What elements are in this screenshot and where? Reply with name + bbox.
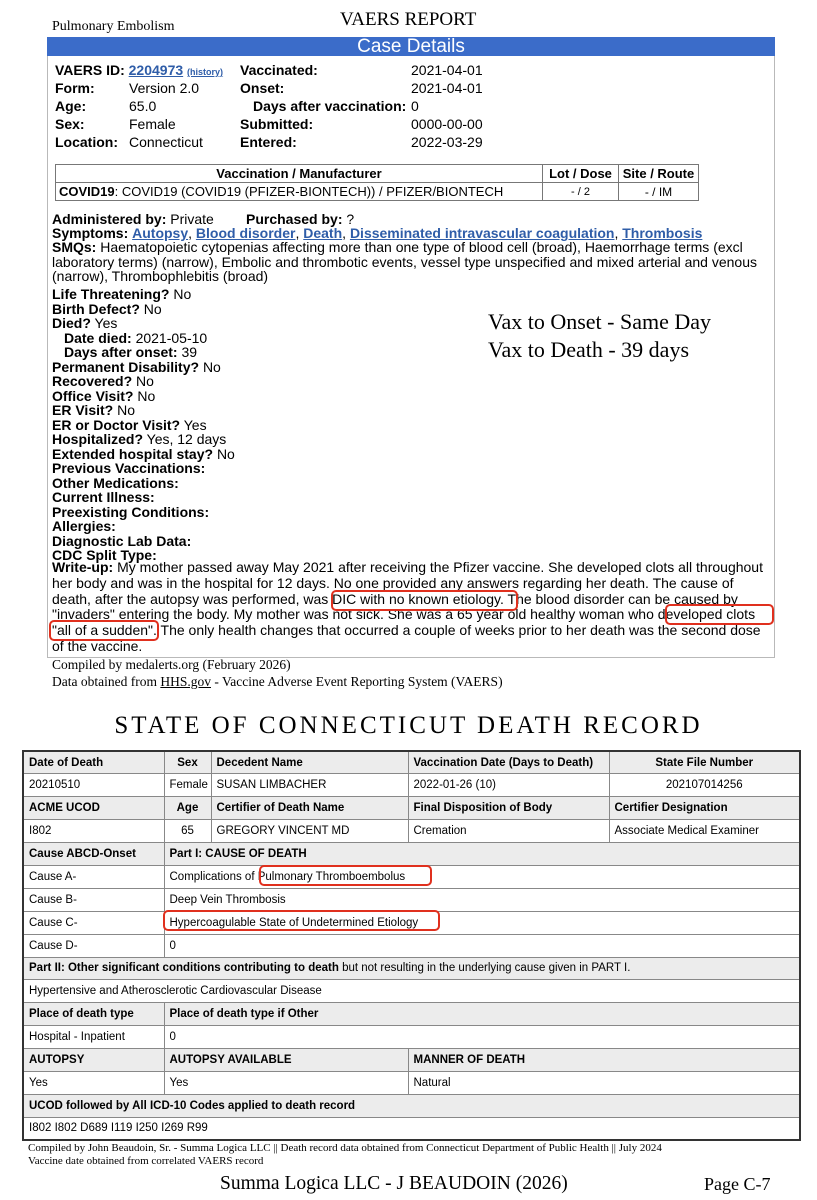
- vax-to-onset-note: Vax to Onset - Same Day: [488, 309, 712, 334]
- er-visit-line: ER Visit? No: [52, 402, 135, 418]
- data-source-line: Data obtained from HHS.gov - Vaccine Adverse Event Reporting System (VAERS): [52, 674, 503, 689]
- table-row: [23, 774, 800, 797]
- report-title: VAERS REPORT: [340, 9, 477, 30]
- site-route-cell: - / IM: [619, 183, 699, 201]
- table-row: [23, 1094, 800, 1117]
- header-state-file-number: State File Number: [609, 751, 800, 774]
- highlight-sudden: "all of a sudden".: [52, 622, 157, 639]
- header-part1-cause: Part I: CAUSE OF DEATH: [164, 843, 800, 866]
- header-sex: Sex: [164, 751, 211, 774]
- smqs-block: SMQs: Haematopoietic cytopenias affecting more than one type of blood cell (broad), Haemorrhage terms (excl laboratory terms) (narrow), Embolic and thrombotic events, vessel type unspecified and mixed arterial and venous (narrow), Thrombophlebitis (broad): [52, 239, 757, 285]
- header-place-of-death-type: Place of death type: [23, 1003, 164, 1026]
- header-decedent-name: Decedent Name: [211, 751, 408, 774]
- autopsy-available: Yes: [164, 1071, 408, 1094]
- header-autopsy-available: AUTOPSY AVAILABLE: [164, 1049, 408, 1072]
- lot-dose-cell: - / 2: [543, 183, 619, 201]
- extended-stay-line: Extended hospital stay? No: [52, 446, 235, 462]
- table-row: [23, 1003, 800, 1026]
- header-autopsy: AUTOPSY: [23, 1049, 164, 1072]
- cause-c-label: Cause C-: [23, 911, 164, 934]
- certifier-designation: Associate Medical Examiner: [609, 820, 800, 843]
- cause-b-label: Cause B-: [23, 888, 164, 911]
- header-manner-of-death: MANNER OF DEATH: [408, 1049, 800, 1072]
- table-row: [23, 980, 800, 1003]
- part2-value: Hypertensive and Atherosclerotic Cardiovascular Disease: [23, 980, 800, 1003]
- location-value: Connecticut: [129, 134, 203, 150]
- vaers-id-link[interactable]: 2204973: [128, 62, 184, 78]
- autopsy: Yes: [23, 1071, 164, 1094]
- entered-label: Entered:: [240, 134, 297, 150]
- header-final-disposition: Final Disposition of Body: [408, 797, 609, 820]
- onset-value: 2021-04-01: [411, 80, 483, 96]
- vaccination-cell: COVID19: COVID19 (COVID19 (PFIZER-BIONTECH)) / PFIZER/BIONTECH: [56, 183, 543, 201]
- submitted-value: 0000-00-00: [411, 116, 483, 132]
- sex-label: Sex:: [55, 116, 85, 132]
- submitted-label: Submitted:: [240, 116, 314, 132]
- entered-value: 2022-03-29: [411, 134, 483, 150]
- highlight-oval: [49, 620, 159, 641]
- symptom-link[interactable]: Thrombosis: [622, 225, 703, 241]
- highlight-clots: developed clots: [657, 606, 756, 623]
- highlight-oval: [665, 604, 774, 625]
- manner-of-death: Natural: [408, 1071, 800, 1094]
- cause-a-value: Complications of Pulmonary Thromboembolus: [164, 865, 800, 888]
- header-date-of-death: Date of Death: [23, 751, 164, 774]
- table-row: [23, 751, 800, 774]
- cause-b-value: Deep Vein Thrombosis: [164, 888, 800, 911]
- death-record-table: [22, 750, 801, 1141]
- highlight-oval: [259, 865, 432, 886]
- administered-line: Administered by: Private: [52, 211, 214, 227]
- highlight-dic: DIC with no known etiology.: [332, 590, 504, 607]
- vaccination-table-header: [56, 165, 699, 183]
- died-line: Died? Yes: [52, 315, 118, 331]
- header-certifier-designation: Certifier Designation: [609, 797, 800, 820]
- vaccination-table: [55, 164, 699, 201]
- header-certifier-name: Certifier of Death Name: [211, 797, 408, 820]
- hhs-link[interactable]: HHS.gov: [160, 674, 211, 689]
- highlight-oval: [331, 590, 518, 611]
- date-of-death: 20210510: [23, 774, 164, 797]
- symptoms-line: Symptoms: Autopsy, Blood disorder, Death, Disseminated intravascular coagulation, Thrombosis: [52, 225, 703, 241]
- header-ucod-codes: UCOD followed by All ICD-10 Codes applied to death record: [23, 1094, 800, 1117]
- days-after-vaccination-label: Days after vaccination:: [253, 98, 407, 114]
- table-row: [23, 888, 800, 911]
- location-label: Location:: [55, 134, 118, 150]
- allergies-line: Allergies:: [52, 518, 116, 534]
- hospitalized-line: Hospitalized? Yes, 12 days: [52, 431, 227, 447]
- symptom-link[interactable]: Autopsy: [132, 225, 189, 241]
- other-medications-line: Other Medications:: [52, 475, 179, 491]
- acme-ucod: I802: [23, 820, 164, 843]
- life-threatening-line: Life Threatening? No: [52, 286, 192, 302]
- cause-c-value: Hypercoagulable State of Undetermined Etiology: [164, 911, 800, 934]
- purchased-line: Purchased by: ?: [246, 211, 355, 227]
- final-disposition: Cremation: [408, 820, 609, 843]
- death-record-source-note: [28, 1142, 808, 1167]
- compiled-line: Compiled by John Beaudoin, Sr. - Summa Logica LLC || Death record data obtained from Connecticut Department of Public Health || July 2024: [28, 1142, 662, 1154]
- vax-timing-note: [488, 308, 711, 364]
- certifier-name: GREGORY VINCENT MD: [211, 820, 408, 843]
- header-vaccination-date: Vaccination Date (Days to Death): [408, 751, 609, 774]
- symptom-link[interactable]: Death: [303, 225, 343, 241]
- birth-defect-line: Birth Defect? No: [52, 301, 162, 317]
- case-details-header: Case Details: [47, 37, 775, 56]
- cause-d-label: Cause D-: [23, 934, 164, 957]
- table-row: [23, 934, 800, 957]
- compiled-line: Compiled by medalerts.org (February 2026): [52, 657, 291, 672]
- table-row: [23, 957, 800, 980]
- page-number: Page C-7: [704, 1174, 771, 1194]
- office-visit-line: Office Visit? No: [52, 388, 156, 404]
- col-vaccination: Vaccination / Manufacturer: [56, 165, 543, 183]
- recovered-line: Recovered? No: [52, 373, 154, 389]
- header-place-of-death-other: Place of death type if Other: [164, 1003, 800, 1026]
- vaccinated-value: 2021-04-01: [411, 62, 483, 78]
- document-label: Pulmonary Embolism: [52, 19, 175, 34]
- cause-d-value: 0: [164, 934, 800, 957]
- ucod-codes: I802 I802 D689 I119 I250 I269 R99: [23, 1117, 800, 1140]
- sex: Female: [164, 774, 211, 797]
- previous-vaccinations-line: Previous Vaccinations:: [52, 460, 206, 476]
- symptom-link[interactable]: Blood disorder: [195, 225, 296, 241]
- table-row: [23, 1071, 800, 1094]
- header-part2: Part II: Other significant conditions contributing to death but not resulting in the underlying cause given in PART I.: [23, 957, 800, 980]
- cause-a-label: Cause A-: [23, 865, 164, 888]
- table-row: [23, 1049, 800, 1072]
- current-illness-line: Current Illness:: [52, 489, 155, 505]
- death-record-title: STATE OF CONNECTICUT DEATH RECORD: [114, 712, 703, 739]
- form-value: Version 2.0: [129, 80, 200, 96]
- table-row: [23, 797, 800, 820]
- vaccination-date: 2022-01-26 (10): [408, 774, 609, 797]
- table-row: [23, 820, 800, 843]
- col-lot-dose: Lot / Dose: [543, 165, 619, 183]
- date-died-line: Date died: 2021-05-10: [64, 330, 208, 346]
- age: 65: [164, 820, 211, 843]
- days-after-onset-line: Days after onset: 39: [64, 344, 198, 360]
- col-site-route: Site / Route: [619, 165, 699, 183]
- header-cause-onset: Cause ABCD-Onset: [23, 843, 164, 866]
- header-age: Age: [164, 797, 211, 820]
- age-label: Age:: [55, 98, 87, 114]
- preexisting-conditions-line: Preexisting Conditions:: [52, 504, 210, 520]
- highlight-pulmonary-thromboembolus: Pulmonary Thromboembolus: [257, 870, 406, 883]
- diagnostic-lab-line: Diagnostic Lab Data:: [52, 533, 192, 549]
- permanent-disability-line: Permanent Disability? No: [52, 359, 221, 375]
- sex-value: Female: [129, 116, 176, 132]
- writeup-block: Write-up: My mother passed away May 2021 after receiving the Pfizer vaccine. She developed clots all throughout her body and was in the hospital for 12 days. No one provided any answers regarding her death. The cause of death, after the autopsy was performed, was DIC with no known etiology. The blood disorder can be caused by "invaders" entering the body. My mother was not sick. She was a 65 year old healthy woman who developed clots "all of a sudden". The only health changes that occurred a couple of weeks prior to her death was the second dose of the vaccine.: [52, 559, 763, 654]
- table-row: [23, 1026, 800, 1049]
- vax-to-death-note: Vax to Death - 39 days: [488, 337, 690, 362]
- symptom-link[interactable]: Disseminated intravascular coagulation: [349, 225, 615, 241]
- state-file-number: 202107014256: [609, 774, 800, 797]
- footer-attribution: Summa Logica LLC - J BEAUDOIN (2026): [220, 1173, 568, 1194]
- place-of-death-other: 0: [164, 1026, 800, 1049]
- form-label: Form:: [55, 80, 95, 96]
- vaers-source-note: [52, 656, 503, 690]
- vaccine-date-source-line: Vaccine date obtained from correlated VAERS record: [28, 1154, 264, 1167]
- highlight-oval: [163, 910, 440, 931]
- table-row: [23, 1117, 800, 1140]
- er-doctor-visit-line: ER or Doctor Visit? Yes: [52, 417, 207, 433]
- age-value: 65.0: [129, 98, 157, 114]
- table-row: [23, 843, 800, 866]
- header-acme-ucod: ACME UCOD: [23, 797, 164, 820]
- place-of-death-type: Hospital - Inpatient: [23, 1026, 164, 1049]
- cdc-split-line: CDC Split Type:: [52, 547, 157, 563]
- onset-label: Onset:: [240, 80, 285, 96]
- vaers-id-label: VAERS ID:: [55, 62, 125, 78]
- history-link[interactable]: (history): [187, 67, 224, 77]
- days-after-vaccination-value: 0: [411, 98, 419, 114]
- decedent-name: SUSAN LIMBACHER: [211, 774, 408, 797]
- vaccinated-label: Vaccinated:: [240, 62, 318, 78]
- vaers-id-row: [55, 61, 223, 81]
- table-row: [56, 183, 699, 201]
